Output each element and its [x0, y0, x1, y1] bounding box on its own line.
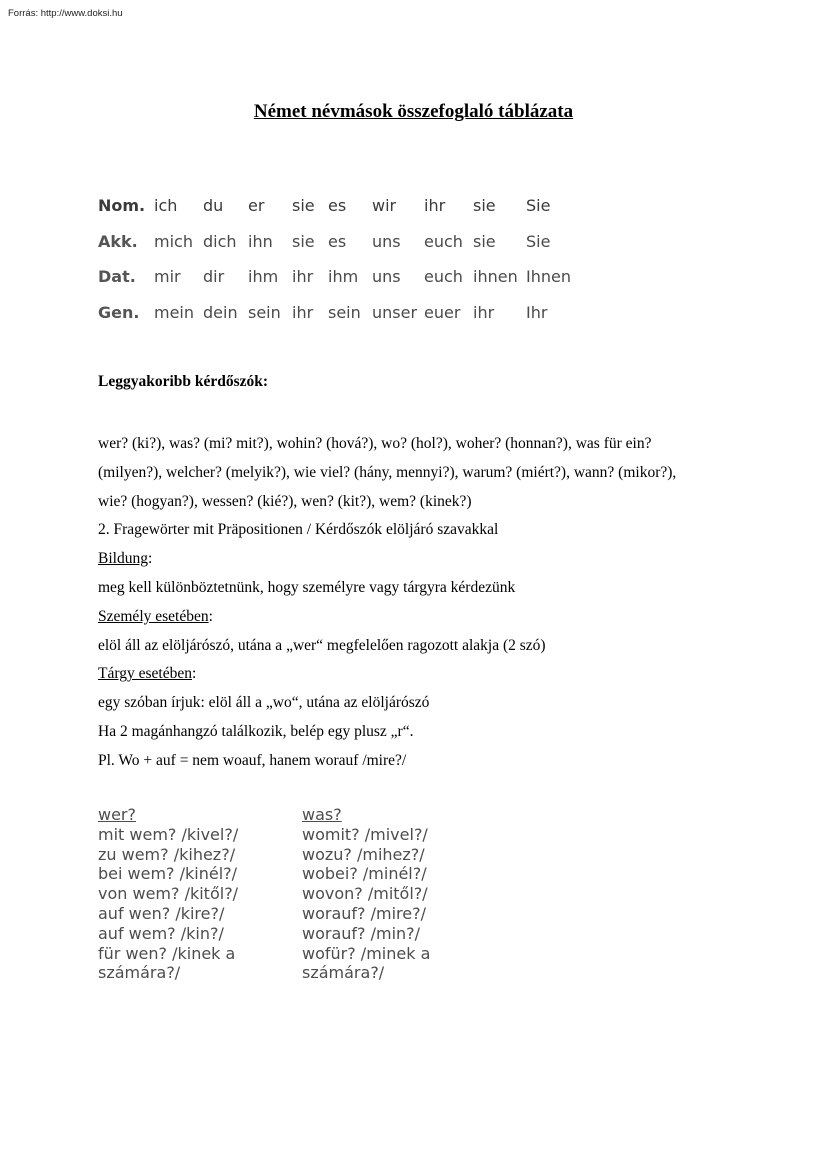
list-item: zu wem? /kihez?/: [98, 844, 236, 864]
pronoun-cell: mir: [154, 267, 181, 287]
object-label: Tárgy esetében: [98, 665, 192, 683]
pronoun-cell: sie: [473, 196, 496, 215]
list-item: worauf? /mire?/: [302, 903, 426, 923]
pronoun-cell: dir: [203, 267, 225, 287]
text-line: meg kell különböztetnünk, hogy személyre vagy tárgyra kérdezünk: [98, 578, 516, 596]
list-item: számára?/: [302, 963, 385, 983]
list-item: für wen? /kinek a: [98, 943, 236, 963]
pronoun-cell: euch: [424, 267, 463, 287]
colon: :: [147, 550, 153, 568]
pronoun-cell: mein: [154, 303, 195, 323]
pronoun-cell: ihr: [473, 303, 495, 323]
text-line: egy szóban írjuk: elöl áll a „wo“, utána az elöljárószó: [98, 694, 430, 712]
list-item: auf wem? /kin?/: [98, 923, 224, 943]
pronoun-cell: mich: [154, 231, 193, 251]
page-title: Német névmások összefoglaló táblázata: [253, 101, 574, 122]
source-url: Forrás: http://www.doksi.hu: [8, 8, 123, 19]
text-line: Ha 2 magánhangzó találkozik, belép egy plusz „r“.: [98, 722, 414, 740]
list-item: womit? /mivel?/: [302, 824, 428, 844]
text-line: 2. Fragewörter mit Präpositionen / Kérdőszók elöljáró szavakkal: [98, 521, 499, 539]
pronoun-cell: sein: [328, 303, 361, 323]
person-heading: [98, 603, 738, 632]
pronoun-cell: dein: [203, 303, 238, 323]
text-line: elöl áll az elöljárószó, utána a „wer“ megfelelően ragozott alakja (2 szó): [98, 636, 546, 654]
pronoun-cell: ihr: [424, 196, 446, 215]
pronoun-cell: ihr: [292, 267, 314, 287]
case-label: Akk.: [98, 231, 138, 251]
pronoun-cell: sie: [473, 231, 496, 251]
list-item: wofür? /minek a: [302, 943, 431, 963]
column-heading: was?: [302, 805, 342, 824]
pronoun-cell: ihm: [248, 267, 279, 287]
case-label: Dat.: [98, 267, 136, 287]
bildung-heading: [98, 545, 738, 574]
pronoun-cell: ihnen: [473, 267, 518, 287]
pronoun-cell: Ihr: [526, 303, 548, 323]
list-item: mit wem? /kivel?/: [98, 824, 239, 844]
pronoun-cell: du: [203, 196, 224, 215]
pronoun-cell: Sie: [526, 231, 551, 251]
pronoun-cell: Sie: [526, 196, 551, 215]
pronoun-cell: wir: [372, 196, 397, 215]
case-label: Nom.: [98, 196, 146, 215]
colon: :: [208, 607, 213, 625]
list-item: wobei? /minél?/: [302, 864, 427, 884]
pronoun-cell: dich: [203, 231, 237, 251]
pronoun-cell: er: [248, 196, 265, 215]
pronoun-cell: ihn: [248, 231, 273, 251]
text-line: (milyen?), welcher? (melyik?), wie viel? (hány, mennyi?), warum? (miért?), wann? (mikor?),: [98, 463, 677, 481]
bildung-label: Bildung: [98, 550, 148, 568]
pronoun-cell: ihr: [292, 303, 314, 323]
list-item: worauf? /min?/: [302, 923, 421, 943]
text-line: wie? (hogyan?), wessen? (kié?), wen? (kit?), wem? (kinek?): [98, 492, 472, 510]
text-line: Pl. Wo + auf = nem woauf, hanem worauf /mire?/: [98, 751, 407, 769]
pronoun-cell: ich: [154, 196, 178, 215]
column-heading: wer?: [98, 805, 136, 824]
list-item: auf wen? /kire?/: [98, 903, 225, 923]
case-label: Gen.: [98, 303, 140, 323]
pronoun-cell: sie: [292, 231, 315, 251]
colon: :: [191, 665, 197, 683]
section-heading: Leggyakoribb kérdőszók:: [98, 373, 269, 390]
pronoun-cell: Ihnen: [526, 267, 571, 287]
wer-question-list: [98, 805, 238, 983]
pronoun-cell: euch: [424, 231, 463, 251]
was-question-list: [302, 805, 430, 983]
pronoun-cell: sein: [248, 303, 281, 323]
list-item: bei wem? /kinél?/: [98, 864, 238, 884]
pronoun-cell: unser: [372, 303, 418, 323]
person-label: Személy esetében: [98, 607, 209, 625]
object-heading: [98, 660, 738, 689]
pronoun-cell: ihm: [328, 267, 359, 287]
text-line: wer? (ki?), was? (mi? mit?), wohin? (hová?), wo? (hol?), woher? (honnan?), was für ein?: [98, 435, 652, 452]
pronoun-cell: sie: [292, 196, 315, 215]
pronoun-cell: euer: [424, 303, 461, 323]
pronoun-cell: uns: [372, 231, 401, 251]
pronoun-cell: uns: [372, 267, 401, 287]
pronoun-cell: es: [328, 231, 347, 251]
list-item: von wem? /kitől?/: [98, 884, 239, 904]
list-item: wozu? /mihez?/: [302, 844, 425, 864]
list-item: wovon? /mitől?/: [302, 884, 428, 904]
list-item: számára?/: [98, 963, 181, 983]
body-text: [98, 430, 738, 776]
pronoun-cell: es: [328, 196, 347, 215]
